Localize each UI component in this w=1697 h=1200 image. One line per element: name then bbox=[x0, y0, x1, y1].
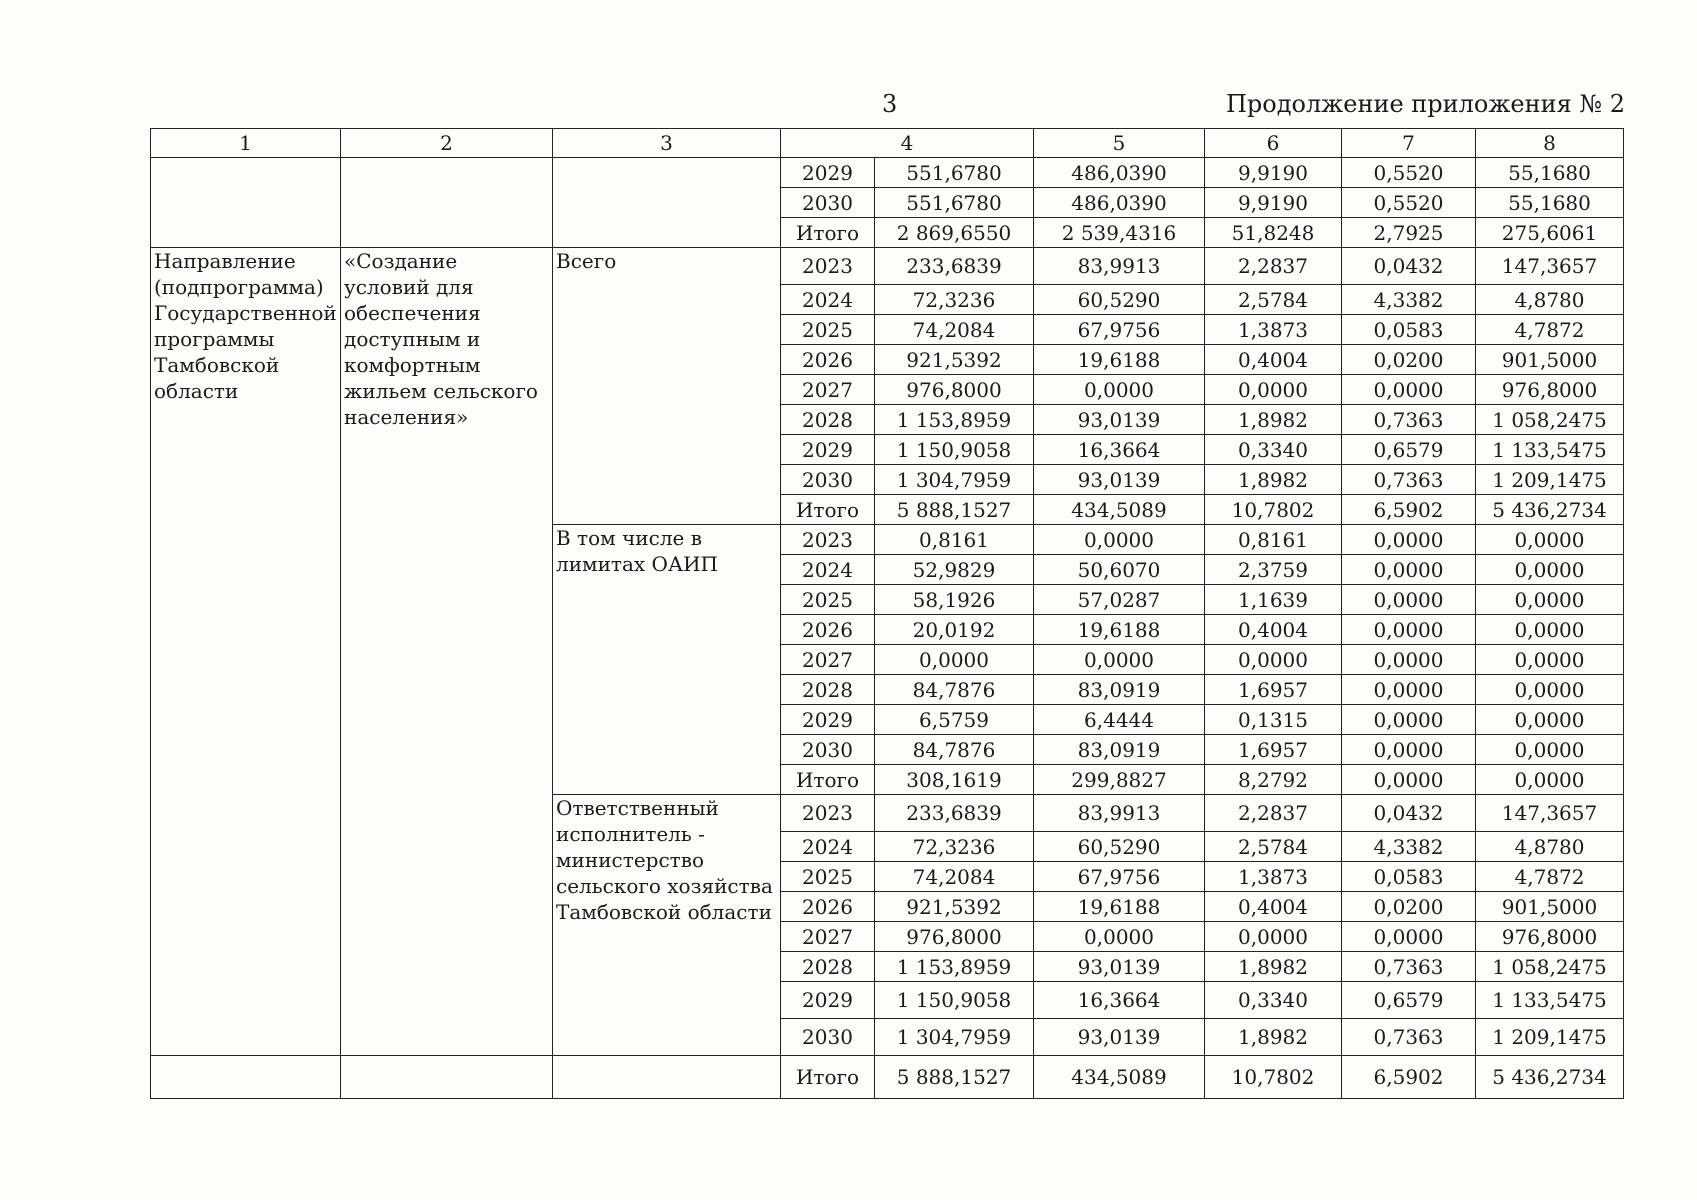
year-cell: 2025 bbox=[781, 585, 875, 615]
year-cell: 2027 bbox=[781, 645, 875, 675]
year-cell: Итого bbox=[781, 765, 875, 795]
column-header: 5 bbox=[1034, 129, 1205, 158]
value-cell: 233,6839 bbox=[875, 248, 1034, 285]
value-cell: 551,6780 bbox=[875, 188, 1034, 218]
value-cell: 60,5290 bbox=[1034, 285, 1205, 315]
value-cell: 0,0000 bbox=[1205, 375, 1342, 405]
value-cell: 0,0000 bbox=[1034, 375, 1205, 405]
value-cell: 0,0000 bbox=[1476, 615, 1624, 645]
year-cell: 2028 bbox=[781, 675, 875, 705]
year-cell: 2028 bbox=[781, 952, 875, 982]
year-cell: Итого bbox=[781, 218, 875, 248]
value-cell: 1 304,7959 bbox=[875, 465, 1034, 495]
value-cell: 0,0000 bbox=[1476, 765, 1624, 795]
value-cell: 83,0919 bbox=[1034, 675, 1205, 705]
value-cell: 16,3664 bbox=[1034, 435, 1205, 465]
year-cell: 2025 bbox=[781, 862, 875, 892]
year-cell: 2029 bbox=[781, 982, 875, 1019]
page-number: 3 bbox=[882, 90, 898, 118]
value-cell: 147,3657 bbox=[1476, 795, 1624, 832]
value-cell: 0,0583 bbox=[1342, 315, 1476, 345]
empty-cell bbox=[151, 158, 341, 248]
table-body bbox=[151, 158, 1624, 1099]
value-cell: 6,5902 bbox=[1342, 495, 1476, 525]
value-cell: 0,1315 bbox=[1205, 705, 1342, 735]
year-cell: 2025 bbox=[781, 315, 875, 345]
value-cell: 19,6188 bbox=[1034, 615, 1205, 645]
value-cell: 1,8982 bbox=[1205, 1019, 1342, 1056]
value-cell: 0,0200 bbox=[1342, 345, 1476, 375]
value-cell: 0,0000 bbox=[1342, 735, 1476, 765]
value-cell: 4,3382 bbox=[1342, 285, 1476, 315]
value-cell: 308,1619 bbox=[875, 765, 1034, 795]
value-cell: 0,0432 bbox=[1342, 795, 1476, 832]
value-cell: 976,8000 bbox=[875, 922, 1034, 952]
year-cell: 2029 bbox=[781, 158, 875, 188]
value-cell: 1 209,1475 bbox=[1476, 465, 1624, 495]
value-cell: 55,1680 bbox=[1476, 188, 1624, 218]
value-cell: 93,0139 bbox=[1034, 405, 1205, 435]
value-cell: 0,0000 bbox=[1476, 675, 1624, 705]
value-cell: 51,8248 bbox=[1205, 218, 1342, 248]
column-header: 3 bbox=[553, 129, 781, 158]
value-cell: 0,7363 bbox=[1342, 1019, 1476, 1056]
value-cell: 58,1926 bbox=[875, 585, 1034, 615]
value-cell: 976,8000 bbox=[1476, 375, 1624, 405]
value-cell: 9,9190 bbox=[1205, 158, 1342, 188]
direction-label: Направление (подпрограмма) Государственной программы Тамбовской области bbox=[151, 248, 341, 1056]
year-cell: 2024 bbox=[781, 832, 875, 862]
value-cell: 0,0000 bbox=[1476, 555, 1624, 585]
value-cell: 72,3236 bbox=[875, 832, 1034, 862]
value-cell: 1,8982 bbox=[1205, 405, 1342, 435]
value-cell: 93,0139 bbox=[1034, 1019, 1205, 1056]
subprogram-name: «Создание условий для обеспечения доступным и комфортным жильем сельского населения» bbox=[341, 248, 553, 1056]
value-cell: 0,0000 bbox=[1034, 645, 1205, 675]
value-cell: 0,0200 bbox=[1342, 892, 1476, 922]
value-cell: 16,3664 bbox=[1034, 982, 1205, 1019]
value-cell: 1,1639 bbox=[1205, 585, 1342, 615]
value-cell: 1,3873 bbox=[1205, 862, 1342, 892]
value-cell: 1,8982 bbox=[1205, 465, 1342, 495]
value-cell: 0,0000 bbox=[1342, 525, 1476, 555]
value-cell: 52,9829 bbox=[875, 555, 1034, 585]
year-cell: 2024 bbox=[781, 555, 875, 585]
value-cell: 1 304,7959 bbox=[875, 1019, 1034, 1056]
year-cell: 2030 bbox=[781, 735, 875, 765]
value-cell: 5 888,1527 bbox=[875, 495, 1034, 525]
value-cell: 1 058,2475 bbox=[1476, 405, 1624, 435]
year-cell: 2027 bbox=[781, 922, 875, 952]
value-cell: 50,6070 bbox=[1034, 555, 1205, 585]
value-cell: 0,0000 bbox=[1205, 922, 1342, 952]
value-cell: 147,3657 bbox=[1476, 248, 1624, 285]
value-cell: 72,3236 bbox=[875, 285, 1034, 315]
value-cell: 0,0000 bbox=[1342, 675, 1476, 705]
year-cell: 2023 bbox=[781, 525, 875, 555]
value-cell: 0,4004 bbox=[1205, 615, 1342, 645]
value-cell: 0,0000 bbox=[1342, 375, 1476, 405]
value-cell: 1 133,5475 bbox=[1476, 982, 1624, 1019]
value-cell: 2,5784 bbox=[1205, 832, 1342, 862]
value-cell: 0,4004 bbox=[1205, 892, 1342, 922]
year-cell: 2030 bbox=[781, 188, 875, 218]
table-row bbox=[151, 248, 1624, 285]
group-label: В том числе в лимитах ОАИП bbox=[553, 525, 781, 795]
year-cell: 2027 bbox=[781, 375, 875, 405]
value-cell: 60,5290 bbox=[1034, 832, 1205, 862]
year-cell: Итого bbox=[781, 1056, 875, 1099]
year-cell: 2029 bbox=[781, 705, 875, 735]
value-cell: 5 436,2734 bbox=[1476, 495, 1624, 525]
value-cell: 1 209,1475 bbox=[1476, 1019, 1624, 1056]
year-cell: 2023 bbox=[781, 248, 875, 285]
value-cell: 0,7363 bbox=[1342, 465, 1476, 495]
value-cell: 2 539,4316 bbox=[1034, 218, 1205, 248]
value-cell: 0,0000 bbox=[1476, 705, 1624, 735]
value-cell: 1 150,9058 bbox=[875, 435, 1034, 465]
value-cell: 74,2084 bbox=[875, 862, 1034, 892]
empty-cell bbox=[341, 1056, 553, 1099]
empty-cell bbox=[553, 158, 781, 248]
value-cell: 8,2792 bbox=[1205, 765, 1342, 795]
value-cell: 6,5759 bbox=[875, 705, 1034, 735]
value-cell: 84,7876 bbox=[875, 675, 1034, 705]
year-cell: 2029 bbox=[781, 435, 875, 465]
value-cell: 901,5000 bbox=[1476, 345, 1624, 375]
value-cell: 0,8161 bbox=[1205, 525, 1342, 555]
value-cell: 0,0000 bbox=[1034, 922, 1205, 952]
value-cell: 921,5392 bbox=[875, 345, 1034, 375]
value-cell: 19,6188 bbox=[1034, 892, 1205, 922]
budget-table bbox=[150, 128, 1624, 1099]
column-header: 7 bbox=[1342, 129, 1476, 158]
value-cell: 55,1680 bbox=[1476, 158, 1624, 188]
value-cell: 6,5902 bbox=[1342, 1056, 1476, 1099]
value-cell: 434,5089 bbox=[1034, 495, 1205, 525]
value-cell: 0,0432 bbox=[1342, 248, 1476, 285]
value-cell: 2,3759 bbox=[1205, 555, 1342, 585]
empty-cell bbox=[151, 1056, 341, 1099]
value-cell: 2,5784 bbox=[1205, 285, 1342, 315]
year-cell: 2024 bbox=[781, 285, 875, 315]
value-cell: 0,0583 bbox=[1342, 862, 1476, 892]
value-cell: 1 058,2475 bbox=[1476, 952, 1624, 982]
value-cell: 1,8982 bbox=[1205, 952, 1342, 982]
value-cell: 901,5000 bbox=[1476, 892, 1624, 922]
value-cell: 1 150,9058 bbox=[875, 982, 1034, 1019]
value-cell: 2 869,6550 bbox=[875, 218, 1034, 248]
value-cell: 0,8161 bbox=[875, 525, 1034, 555]
value-cell: 5 436,2734 bbox=[1476, 1056, 1624, 1099]
value-cell: 5 888,1527 bbox=[875, 1056, 1034, 1099]
value-cell: 1,6957 bbox=[1205, 675, 1342, 705]
column-header: 6 bbox=[1205, 129, 1342, 158]
table-row bbox=[151, 158, 1624, 188]
value-cell: 67,9756 bbox=[1034, 862, 1205, 892]
value-cell: 1,6957 bbox=[1205, 735, 1342, 765]
empty-cell bbox=[553, 1056, 781, 1099]
value-cell: 976,8000 bbox=[1476, 922, 1624, 952]
value-cell: 93,0139 bbox=[1034, 952, 1205, 982]
value-cell: 4,7872 bbox=[1476, 315, 1624, 345]
empty-cell bbox=[341, 158, 553, 248]
value-cell: 0,3340 bbox=[1205, 982, 1342, 1019]
value-cell: 275,6061 bbox=[1476, 218, 1624, 248]
value-cell: 486,0390 bbox=[1034, 188, 1205, 218]
year-cell: 2030 bbox=[781, 1019, 875, 1056]
value-cell: 0,0000 bbox=[1476, 645, 1624, 675]
value-cell: 83,0919 bbox=[1034, 735, 1205, 765]
value-cell: 1,3873 bbox=[1205, 315, 1342, 345]
page-caption: Продолжение приложения № 2 bbox=[1225, 90, 1625, 118]
value-cell: 1 133,5475 bbox=[1476, 435, 1624, 465]
value-cell: 0,4004 bbox=[1205, 345, 1342, 375]
value-cell: 0,6579 bbox=[1342, 435, 1476, 465]
column-header: 2 bbox=[341, 129, 553, 158]
value-cell: 921,5392 bbox=[875, 892, 1034, 922]
year-cell: 2026 bbox=[781, 345, 875, 375]
value-cell: 1 153,8959 bbox=[875, 405, 1034, 435]
value-cell: 0,5520 bbox=[1342, 188, 1476, 218]
value-cell: 0,7363 bbox=[1342, 405, 1476, 435]
value-cell: 20,0192 bbox=[875, 615, 1034, 645]
value-cell: 0,0000 bbox=[1342, 645, 1476, 675]
value-cell: 6,4444 bbox=[1034, 705, 1205, 735]
value-cell: 2,7925 bbox=[1342, 218, 1476, 248]
value-cell: 0,0000 bbox=[875, 645, 1034, 675]
value-cell: 4,8780 bbox=[1476, 832, 1624, 862]
year-cell: Итого bbox=[781, 495, 875, 525]
value-cell: 10,7802 bbox=[1205, 495, 1342, 525]
year-cell: 2023 bbox=[781, 795, 875, 832]
value-cell: 0,0000 bbox=[1342, 555, 1476, 585]
year-cell: 2026 bbox=[781, 892, 875, 922]
year-cell: 2028 bbox=[781, 405, 875, 435]
group-label: Ответственный исполнитель - министерство сельского хозяйства Тамбовской области bbox=[553, 795, 781, 1056]
value-cell: 2,2837 bbox=[1205, 795, 1342, 832]
value-cell: 83,9913 bbox=[1034, 248, 1205, 285]
total-row bbox=[151, 1056, 1624, 1099]
value-cell: 2,2837 bbox=[1205, 248, 1342, 285]
value-cell: 10,7802 bbox=[1205, 1056, 1342, 1099]
value-cell: 93,0139 bbox=[1034, 465, 1205, 495]
value-cell: 0,0000 bbox=[1342, 765, 1476, 795]
value-cell: 0,0000 bbox=[1342, 615, 1476, 645]
value-cell: 551,6780 bbox=[875, 158, 1034, 188]
year-cell: 2030 bbox=[781, 465, 875, 495]
value-cell: 0,3340 bbox=[1205, 435, 1342, 465]
value-cell: 0,0000 bbox=[1342, 922, 1476, 952]
value-cell: 4,7872 bbox=[1476, 862, 1624, 892]
column-header: 1 bbox=[151, 129, 341, 158]
value-cell: 0,7363 bbox=[1342, 952, 1476, 982]
column-number-row bbox=[151, 129, 1624, 158]
value-cell: 434,5089 bbox=[1034, 1056, 1205, 1099]
value-cell: 486,0390 bbox=[1034, 158, 1205, 188]
value-cell: 0,0000 bbox=[1476, 735, 1624, 765]
value-cell: 9,9190 bbox=[1205, 188, 1342, 218]
value-cell: 0,0000 bbox=[1476, 585, 1624, 615]
value-cell: 74,2084 bbox=[875, 315, 1034, 345]
value-cell: 0,5520 bbox=[1342, 158, 1476, 188]
value-cell: 0,0000 bbox=[1342, 705, 1476, 735]
value-cell: 0,0000 bbox=[1205, 645, 1342, 675]
value-cell: 4,8780 bbox=[1476, 285, 1624, 315]
column-header: 4 bbox=[781, 129, 1034, 158]
value-cell: 0,6579 bbox=[1342, 982, 1476, 1019]
value-cell: 0,0000 bbox=[1342, 585, 1476, 615]
value-cell: 4,3382 bbox=[1342, 832, 1476, 862]
group-label: Всего bbox=[553, 248, 781, 525]
value-cell: 1 153,8959 bbox=[875, 952, 1034, 982]
value-cell: 84,7876 bbox=[875, 735, 1034, 765]
year-cell: 2026 bbox=[781, 615, 875, 645]
value-cell: 233,6839 bbox=[875, 795, 1034, 832]
value-cell: 0,0000 bbox=[1476, 525, 1624, 555]
value-cell: 83,9913 bbox=[1034, 795, 1205, 832]
value-cell: 67,9756 bbox=[1034, 315, 1205, 345]
value-cell: 19,6188 bbox=[1034, 345, 1205, 375]
column-header: 8 bbox=[1476, 129, 1624, 158]
value-cell: 976,8000 bbox=[875, 375, 1034, 405]
value-cell: 299,8827 bbox=[1034, 765, 1205, 795]
value-cell: 57,0287 bbox=[1034, 585, 1205, 615]
value-cell: 0,0000 bbox=[1034, 525, 1205, 555]
